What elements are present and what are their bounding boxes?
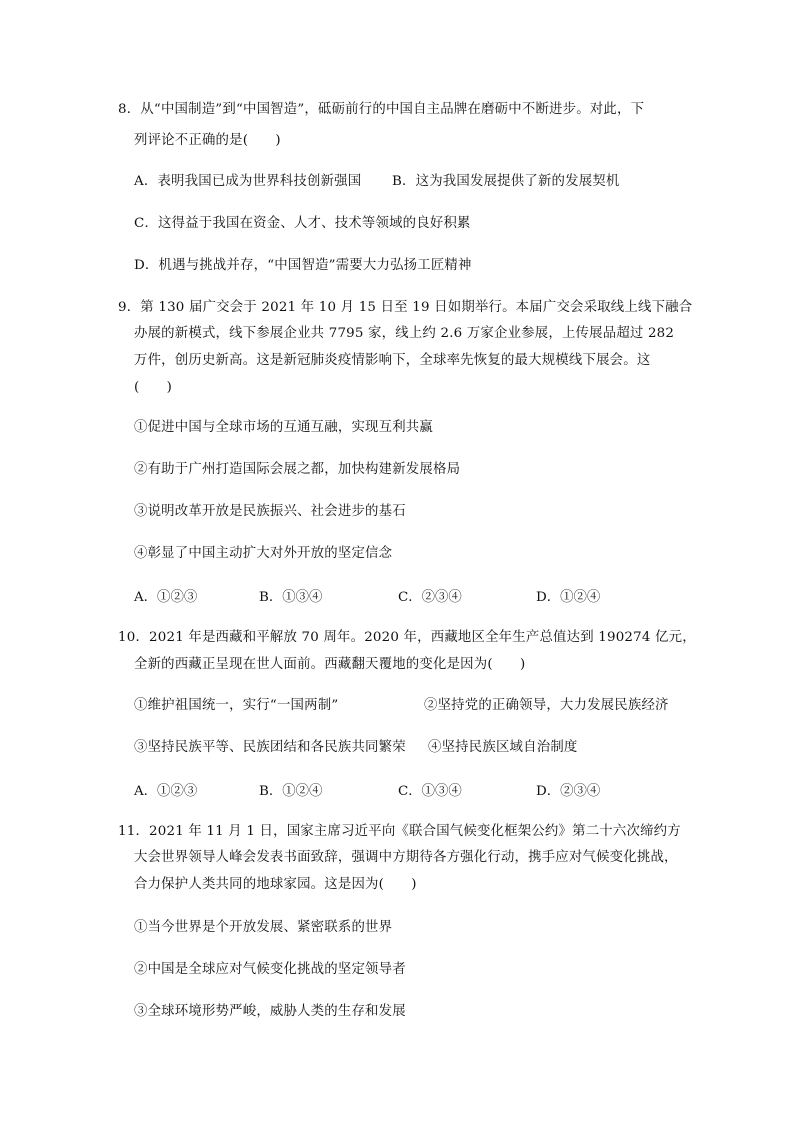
question-8-option-b: B．这为我国发展提供了新的发展契机 <box>392 174 620 189</box>
question-10-stem-line-1: 10．2021 年是西藏和平解放 70 周年。2020 年，西藏地区全年生产总值达到 190274 亿元， <box>118 630 696 645</box>
question-11-statement-3: ③全球环境形势严峻，威胁人类的生存和发展 <box>134 1004 406 1019</box>
question-8-option-c: C．这得益于我国在资金、人才、技术等领域的良好积累 <box>134 216 471 231</box>
question-9-option-b: B．①③④ <box>259 590 323 605</box>
question-9-option-d: D．①②④ <box>536 590 601 605</box>
question-8-stem-line-1: 8．从“中国制造”到“中国智造”，砥砺前行的中国自主品牌在磨砺中不断进步。对此，下 <box>118 102 645 117</box>
question-11-statement-1: ①当今世界是个开放发展、紧密联系的世界 <box>134 920 393 935</box>
question-10-statement-3: ③坚持民族平等、民族团结和各民族共同繁荣 <box>134 740 406 755</box>
question-9-stem-line-2: 办展的新模式，线下参展企业共 7795 家，线上约 2.6 万家企业参展，上传展品超过 282 <box>134 326 675 341</box>
question-10-stem-line-2: 全新的西藏正呈现在世人面前。西藏翻天覆地的变化是因为( ) <box>134 657 526 672</box>
question-11-stem-line-2: 大会世界领导人峰会发表书面致辞，强调中方期待各方强化行动，携手应对气候变化挑战， <box>134 850 678 865</box>
question-10-option-a: A．①②③ <box>134 784 198 799</box>
question-10-option-b: B．①②④ <box>259 784 323 799</box>
question-11-stem-line-1: 11．2021 年 11 月 1 日，国家主席习近平向《联合国气候变化框架公约》第二十六次缔约方 <box>118 824 681 839</box>
question-9-option-a: A．①②③ <box>134 590 198 605</box>
question-9-statement-3: ③说明改革开放是民族振兴、社会进步的基石 <box>134 504 406 519</box>
question-9-statement-2: ②有助于广州打造国际会展之都，加快构建新发展格局 <box>134 462 461 477</box>
question-10-statement-4: ④坚持民族区域自治制度 <box>428 740 578 755</box>
question-9-statement-1: ①促进中国与全球市场的互通互融，实现互利共赢 <box>134 420 433 435</box>
question-8-stem-line-2: 列评论不正确的是( ) <box>134 133 281 148</box>
question-9-statement-4: ④彰显了中国主动扩大对外开放的坚定信念 <box>134 546 393 561</box>
question-11-stem-line-3: 合力保护人类共同的地球家园。这是因为( ) <box>134 877 417 892</box>
question-8-option-d: D．机遇与挑战并存，“中国智造”需要大力弘扬工匠精神 <box>134 258 472 273</box>
question-9-stem-line-4: ( ) <box>134 380 173 395</box>
question-11-statement-2: ②中国是全球应对气候变化挑战的坚定领导者 <box>134 962 406 977</box>
question-10-option-c: C．①③④ <box>398 784 462 799</box>
question-10-statement-2: ②坚持党的正确领导，大力发展民族经济 <box>424 698 669 713</box>
question-9-option-c: C．②③④ <box>398 590 462 605</box>
question-8-option-a: A．表明我国已成为世界科技创新强国 <box>134 174 362 189</box>
question-9-stem-line-1: 9．第 130 届广交会于 2021 年 10 月 15 日至 19 日如期举行。本届广交会采取线上线下融合 <box>118 300 693 315</box>
question-10-statement-1: ①维护祖国统一，实行“一国两制” <box>134 698 339 713</box>
question-10-option-d: D．②③④ <box>536 784 601 799</box>
question-9-stem-line-3: 万件，创历史新高。这是新冠肺炎疫情影响下，全球率先恢复的最大规模线下展会。这 <box>134 353 651 368</box>
